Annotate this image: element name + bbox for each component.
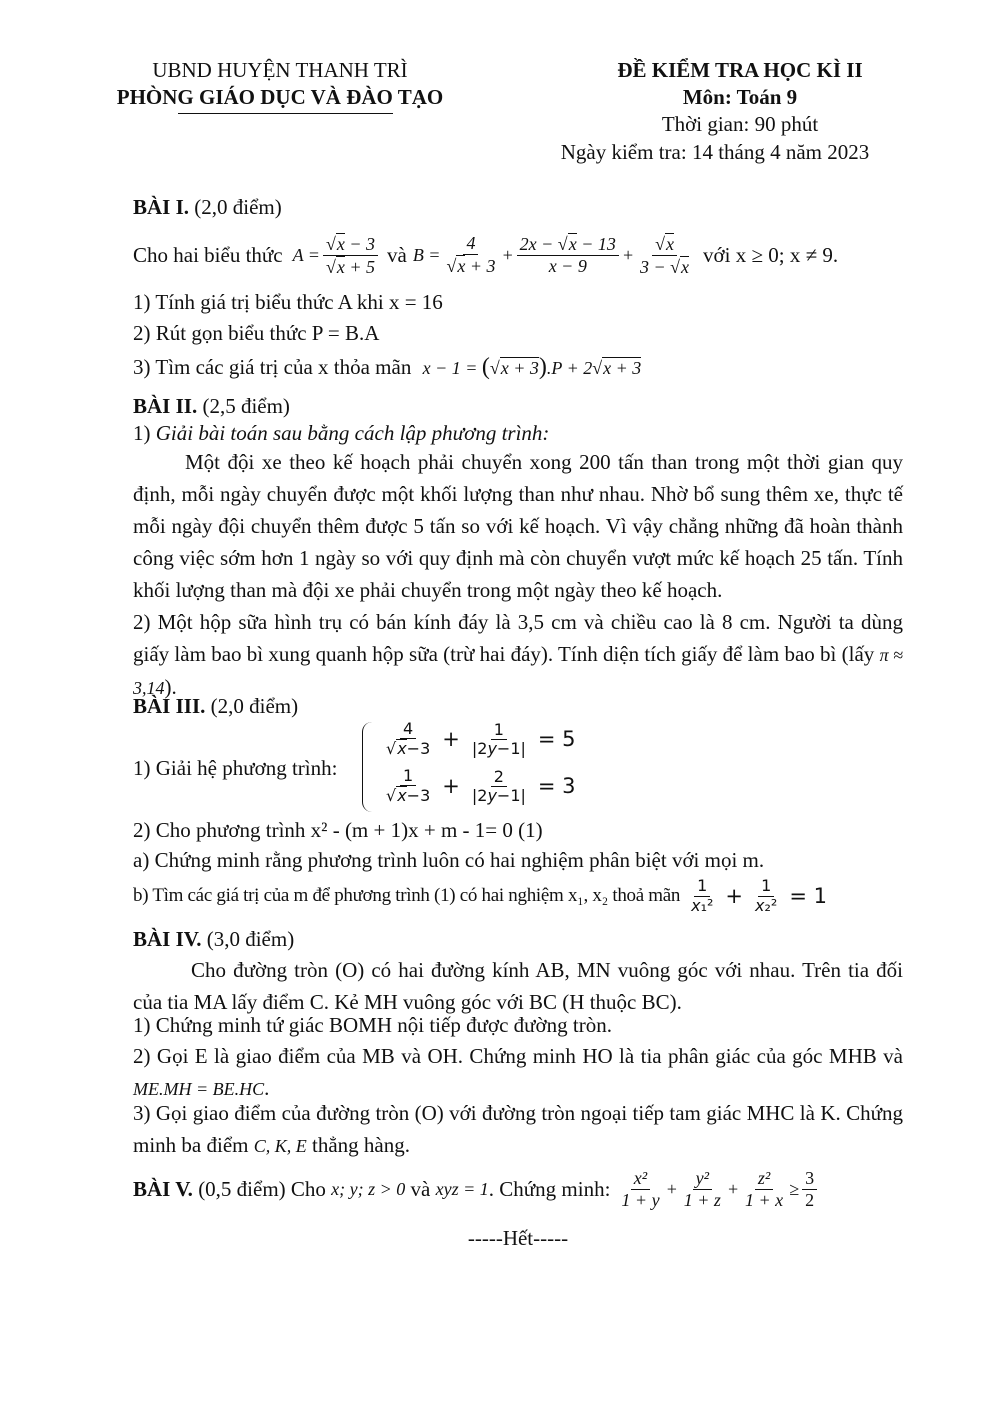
bai3-q2: 2) Cho phương trình x² - (m + 1)x + m - 1= 0 (1): [133, 818, 543, 842]
bai5-problem: BÀI V. (0,5 điểm) Cho x; y; z > 0 và xyz = 1 . Chứng minh: $\frac{\text{x²}}{1 + y}$ + $\frac{\text{y²}}{1 + z}$ + $\frac{\text{z²}}{1 + x}$ ≥ $\frac{3}{2}$: [133, 1164, 820, 1214]
bai3-heading: BÀI III. (2,0 điểm): [133, 694, 299, 718]
bai2-q1-problem: Một đội xe theo kế hoạch phải chuyển xong 200 tấn than trong một thời gian quy định, mỗi ngày chuyển được một khối lượng than như nhau. Nhờ bổ sung thêm xe, thực tế mỗi ngày đội chuyển thêm được 5 tấn so với kế hoạch. Vì vậy chẳng những đã hoàn thành công việc sớm hơn 1 ngày so với quy định mà còn chuyển vượt mức kế hoạch 25 tấn. Tính khối lượng than mà đội xe phải chuyển trong một ngày theo kế hoạch.: [133, 450, 903, 602]
bai1-intro: Cho hai biểu thức: [133, 242, 283, 267]
bai1-expressions: Cho hai biểu thức A = $\frac{√x - 3}{√x + 5}$ và B = $\frac{4}{√x + 3}$ + $\frac{2x - √x - 13}{x - 9}$ + $\frac{√x}{3 - √x}$ với x ≥ 0; x ≠ 9.: [133, 233, 839, 277]
expr-a: $\frac{√x - 3}{√x + 5}$: [323, 233, 378, 277]
bai1-q2: 2) Rút gọn biểu thức P = B.A: [133, 321, 380, 345]
bai1-q1: 1) Tính giá trị biểu thức A khi x = 16: [133, 290, 443, 314]
bai2-q2-problem: 2) Một hộp sữa hình trụ có bán kính đáy là 3,5 cm và chiều cao là 8 cm. Người ta dùng giấy làm bao bì xung quanh hộp sữa (trừ hai đáy). Tính diện tích giấy để làm bao bì (lấy π ≈ 3,14).: [133, 610, 903, 699]
expr-b-term1: $\frac{4}{√x + 3}$: [446, 233, 496, 276]
bai4-q2: 2) Gọi E là giao điểm của MB và OH. Chứng minh HO là tia phân giác của góc MHB và ME.MH = BE.HC.: [133, 1044, 903, 1100]
bai3-q2a: a) Chứng minh rằng phương trình luôn có hai nghiệm phân biệt với mọi m.: [133, 848, 765, 872]
bai1-q3-equation: x − 1 = (√x + 3).P + 2√x + 3: [422, 354, 642, 380]
bai3-q1: 1) Giải hệ phương trình:: [133, 756, 338, 780]
header-underline: [178, 113, 393, 114]
system-eq1: $\frac{4}{√x-3}$ + $\frac{1}{|2y-1|}$ = 5: [386, 719, 576, 759]
bai1-q3: 3) Tìm các giá trị của x thỏa mãn x − 1 = (√x + 3).P + 2√x + 3: [133, 354, 642, 380]
exam-title: ĐỀ KIỂM TRA HỌC KÌ II: [617, 58, 863, 82]
exam-duration: Thời gian: 90 phút: [661, 112, 819, 136]
exam-subject: Môn: Toán 9: [682, 85, 798, 109]
expr-b-term2: $\frac{2x - √x - 13}{x - 9}$: [517, 233, 619, 276]
bai3-q2b: b) Tìm các giá trị của m để phương trình (1) có hai nghiệm x₁, x₂ thoả mãn $\frac{1}{\text{x₁²}}$ + $\frac{1}{\text{x₂²}}$ = 1: [133, 876, 827, 915]
bai1-heading: BÀI I. (2,0 điểm): [133, 195, 282, 219]
exam-date: Ngày kiểm tra: 14 tháng 4 năm 2023: [560, 140, 870, 164]
end-marker: -----Hết-----: [467, 1226, 569, 1250]
district-name: UBND HUYỆN THANH TRÌ: [152, 58, 408, 82]
expr-b-term3: $\frac{√x}{3 - √x}$: [640, 233, 690, 277]
bai4-q3: 3) Gọi giao điểm của đường tròn (O) với đường tròn ngoại tiếp tam giác MHC là K. Chứng minh ba điểm C, K, E thẳng hàng.: [133, 1101, 903, 1157]
department-name: PHÒNG GIÁO DỤC VÀ ĐÀO TẠO: [116, 85, 444, 109]
bai4-intro: Cho đường tròn (O) có hai đường kính AB, MN vuông góc với nhau. Trên tia đối của tia MA lấy điểm C. Kẻ MH vuông góc với BC (H thuộc BC).: [133, 958, 903, 1014]
bai4-q1: 1) Chứng minh tứ giác BOMH nội tiếp được đường tròn.: [133, 1013, 612, 1037]
system-brace: [362, 722, 375, 812]
bai2-heading: BÀI II. (2,5 điểm): [133, 394, 290, 418]
bai1-condition: với x ≥ 0; x ≠ 9.: [703, 242, 839, 267]
bai2-q1-label: 1) Giải bài toán sau bằng cách lập phương trình:: [133, 421, 550, 445]
bai4-heading: BÀI IV. (3,0 điểm): [133, 927, 295, 951]
system-eq2: $\frac{1}{√x-3}$ + $\frac{2}{|2y-1|}$ = 3: [386, 766, 576, 806]
